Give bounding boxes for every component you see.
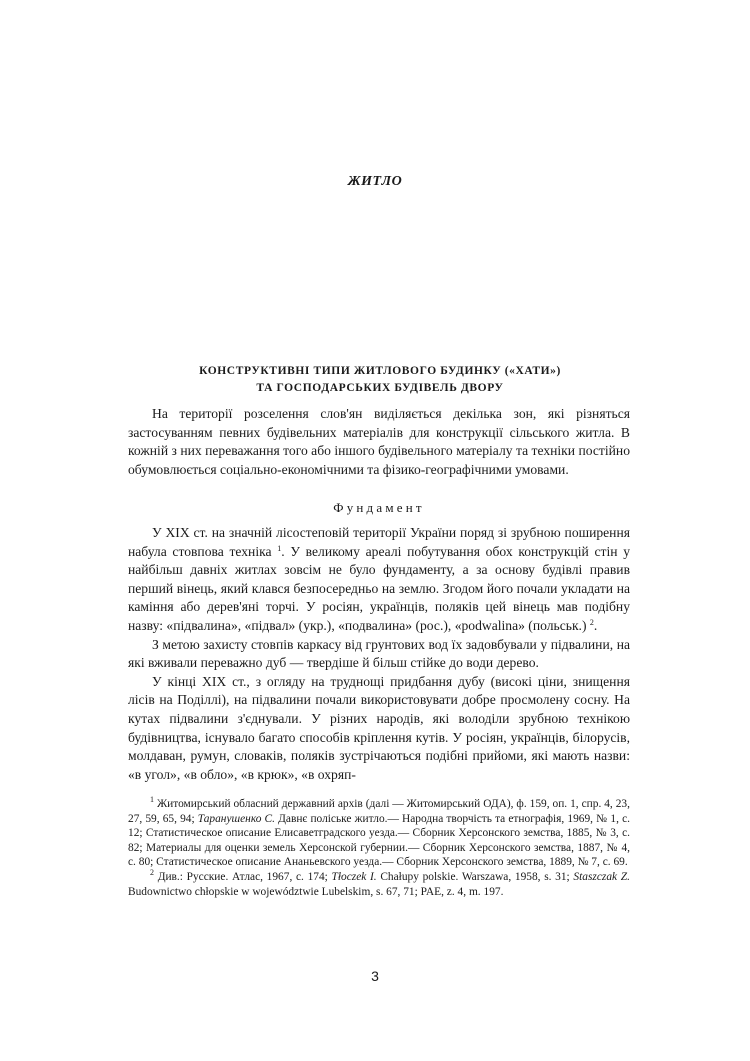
footnote-ref-2: 2 bbox=[589, 617, 594, 627]
paragraph-1-end: . bbox=[593, 617, 598, 633]
paragraph-2: З метою захисту стовпів каркасу від грунтових вод їх задовбували у підвалини, на які вживали переважно дуб — твердіше й більш стійке до води дерево. bbox=[128, 636, 630, 671]
chapter-title: ЖИТЛО bbox=[347, 174, 403, 189]
footnote-2-author-1: Tłoczek I. bbox=[331, 870, 377, 883]
footnote-1-author: Таранушенко С. bbox=[197, 812, 275, 825]
footnote-2-number: 2 bbox=[150, 867, 154, 877]
paragraph-3: У кінці XIX ст., з огляду на труднощі придбання дубу (високі ціни, знищення лісів на Поділлі), на підвалини почали використовувати добре просмолену сосну. На кутах підвалини з'єднували. У різних народів, які володіли зрубною технікою будівництва, існувало багато способів кріплення кутів. У росіян, українців, білорусів, молдаван, румун, словаків, поляків зустрічаються подібні прийоми, які мають назви: «в угол», «в обло», «в крюк», «в охряп- bbox=[128, 673, 630, 782]
paragraph-1-part-2: . У великому ареалі побутування обох конструкцій стін у найбільш давніх житлах зовсім не було фундаменту, а за основу будівлі правив перший вінець, який клався безпосередньо на землю. Згодом його почали укладати на каміння або дерев'яні торчі. У росіян, українців, поляків цей вінець мав подібну назву: «підвалина», «підвал» (укр.), «подвалина» (рос.), «podwalina» (польськ.) bbox=[128, 543, 630, 633]
section-heading-line-2: ТА ГОСПОДАРСЬКИХ БУДІВЕЛЬ ДВОРУ bbox=[256, 382, 504, 394]
footnote-2-mid: Chałupy polskie. Warszawa, 1958, s. 31; bbox=[380, 870, 570, 883]
footnote-1-rest: Давнє поліське житло.— Народна творчість та етнографія, 1969, № 1, с. 12; Статистическое описание Елисаветградского уезда.— Сборник Херсонского земства, 1885, № 3, с. 82; Материалы для оценки земель Херсонской губернии.— Сборник Херсонского земства, 1887, № 4, с. 80; Статистическое описание Ананьевского уезда.— Сборник Херсонского земства, 1889, № 7, с. 69. bbox=[128, 812, 630, 869]
intro-section bbox=[128, 405, 630, 479]
intro-paragraph: На території розселення слов'ян виділяється декілька зон, які різняться застосуванням певних будівельних матеріалів для конструкції сільського житла. В кожній з них переважання того або іншого будівельного матеріалу та техніки постійно обумовлюється соціально-економічними та фізико-географічними умовами. bbox=[128, 406, 630, 477]
footnote-ref-1: 1 bbox=[277, 543, 282, 553]
footnote-1 bbox=[128, 797, 630, 870]
footnote-2-author-2: Staszczak Z. bbox=[573, 870, 630, 883]
main-text bbox=[128, 524, 630, 784]
footnote-2-rest: Budownictwo chłopskie w województwie Lubelskim, s. 67, 71; PAE, z. 4, m. 197. bbox=[128, 885, 504, 898]
footnote-2 bbox=[128, 867, 630, 899]
footnote-1-number: 1 bbox=[150, 795, 154, 804]
page-number: 3 bbox=[371, 968, 379, 984]
footnote-2-text: Див.: Русские. Атлас, 1967, с. 174; bbox=[157, 870, 328, 883]
section-heading-line-1: КОНСТРУКТИВНІ ТИПИ ЖИТЛОВОГО БУДИНКУ («ХАТИ») bbox=[199, 365, 561, 377]
footnotes bbox=[128, 797, 630, 899]
paragraph-1 bbox=[128, 524, 630, 636]
subheading-foundation: Фундамент bbox=[333, 500, 425, 515]
footnote-1-text: Житомирський обласний державний архів (далі — Житомирський ОДА), ф. 159, оп. 1, спр. 4, 23, 27, 59, 65, 94; bbox=[128, 798, 630, 825]
section-heading bbox=[120, 363, 640, 397]
paragraph-1-part-1: У XIX ст. на значній лісостеповій території України поряд зі зрубною поширення набула стовпова техніка bbox=[128, 525, 630, 559]
